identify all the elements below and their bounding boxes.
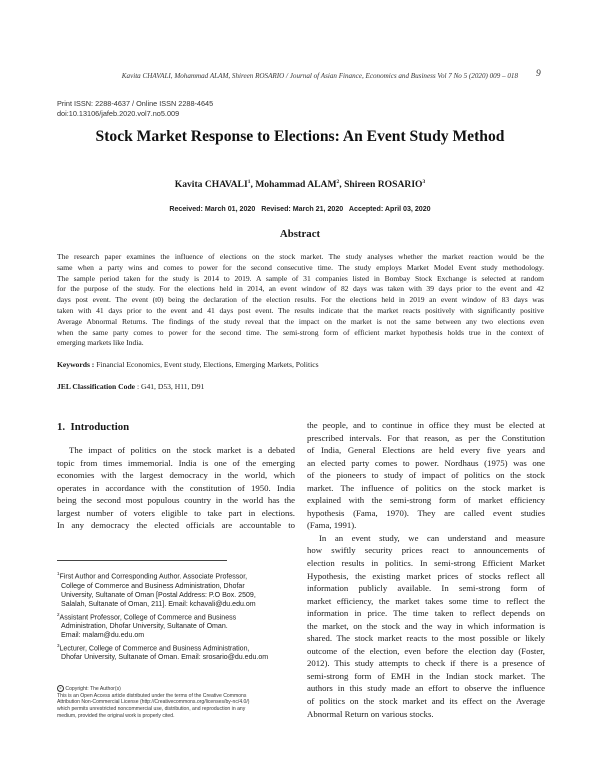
author-name: Mohammad ALAM [255, 179, 337, 191]
abstract-line: when the same party comes to power for the second time. The semi-strong form of efficient market hypothesis holds true in the context of [57, 327, 544, 337]
right-column-text [307, 419, 545, 720]
footnote-divider [57, 560, 227, 561]
body-line: of India, General Elections are held every five years and [307, 445, 545, 456]
body-line: In an event study, we can understand and measure [319, 532, 545, 543]
footnotes [57, 569, 297, 663]
keywords [57, 360, 319, 369]
author-affiliation-mark: 3 [422, 179, 426, 185]
footnote-line [57, 610, 297, 623]
jel-codes [57, 382, 204, 391]
footnote-line: University, Sultanate of Oman [Postal Address: P.O Box. 2509, [61, 591, 256, 599]
body-line: The impact of politics on the stock market is a debated [69, 445, 295, 455]
body-line: market. The influence of politics on the stock market is [307, 482, 545, 493]
footnote-mark: 2 [57, 611, 60, 617]
body-line: In any democracy the elected officials are accountable to [57, 520, 295, 531]
footnote-line: Dhofar University, Sultanate of Oman. Email: srosario@du.edu.om [61, 654, 269, 662]
body-line: shared. The stock market reacts to the most possible or likely [307, 633, 545, 644]
copyright-line: This is an Open Access article distributed under the terms of the Creative Commons [57, 692, 247, 699]
footnote-text: Assistant Professor, College of Commerce and Business [59, 613, 237, 621]
footnote-line: Salalah, Sultanate of Oman, 211]. Email: kchavali@du.edu.om [61, 601, 256, 609]
keywords-label: Keywords : [57, 360, 95, 369]
footnote-mark: 1 [57, 571, 60, 576]
author-affiliation-mark: 2 [336, 179, 340, 185]
abstract-line: taken with 41 days prior to the event and 41 days post event. The results indicate that the market reacts positively with significantly positive [57, 305, 544, 315]
body-line: outcome of the election, even before the election day (Foster, [307, 645, 545, 656]
cc-copyright-icon: c [57, 685, 64, 692]
body-line: of the pioneers to study of impact of politics on the stock [307, 470, 545, 481]
body-line: the people, and to continue in office they must be elected at [307, 420, 545, 430]
abstract-line: for the purpose of the study. For the elections held in 2014, an event window of 82 days was taken with 39 days prior to the event and 42 [57, 284, 544, 294]
body-line: economies with the largest democracy in the world, which [57, 470, 295, 481]
abstract-body [57, 252, 544, 349]
body-line: 2012). This study attempts to check if there is a presence of [307, 658, 545, 669]
page-number: 9 [536, 69, 541, 79]
abstract-line: days post event. The event (t0) being the declaration of the election results. For the elections held in 2019 an event window of 83 days was [57, 295, 544, 305]
issn-text: Print ISSN: 2288-4637 / Online ISSN 2288-4645 [57, 99, 214, 108]
abstract-line: The research paper examines the influence of elections on the stock market. The study analyses whether the market reaction would be the [57, 252, 544, 261]
body-line: semi-strong form of EMH in the Indian stock market. The [307, 670, 545, 681]
abstract-line: Average Abnormal Returns. The findings of the study reveal that the impact on the market is not the same between any two elections even [57, 316, 544, 326]
body-line: authors in this study made an effort to observe the influence [307, 683, 545, 694]
body-line: being the second most populous country in the world has the [57, 495, 295, 506]
body-line: prescribed intervals. For that reason, as per the Constitution [307, 432, 545, 443]
body-line: an elected party comes to power. Nordhaus (1975) was one [307, 457, 545, 468]
body-line: information in price. The time taken to reflect depends on [307, 608, 545, 619]
body-line: how swiftly security prices react to announcements of [307, 545, 545, 556]
author-name: Shireen ROSARIO [344, 179, 423, 191]
left-column-text [57, 444, 295, 532]
body-line: Hypothesis, the existing market prices of stocks reflect all [307, 570, 545, 581]
body-line: Abnormal Return on various stocks. [307, 708, 434, 719]
keywords-list: Financial Economics, Event study, Elections, Emerging Markets, Politics [94, 360, 319, 369]
abstract-line: same when a party wins and comes to power for the second consecutive time. The study employs Market Model Event study methodology. [57, 262, 544, 272]
copyright-notice [57, 685, 297, 720]
copyright-line: Attribution Non-Commercial License (http://Creativecommons.org/licenses/by-nc/4.0/) [57, 699, 250, 706]
abstract-line: The sample period taken for the study is 2014 to 2019. A sample of 31 companies listed in Bombay Stock Exchange is selected at random [57, 273, 544, 283]
abstract-line: emerging markets like India. [57, 338, 144, 348]
footnote-line: College of Commerce and Business Administration, Dhofar [61, 582, 245, 590]
running-head: Kavita CHAVALI, Mohammad ALAM, Shireen ROSARIO / Journal of Asian Finance, Economics and Business Vol 7 No 5 (2020) 009 – 018 [121, 72, 518, 80]
footnote-line: Email: malam@du.edu.om [61, 632, 145, 640]
abstract-heading: Abstract [279, 228, 321, 240]
footnote-line [57, 569, 297, 582]
body-line: of politics on the stock market and its effect on the Average [307, 696, 545, 707]
issn-block [57, 99, 213, 119]
body-line: operates in accordance with the constitution of 1950. India [57, 482, 295, 493]
submission-dates: Received: March 01, 2020 Revised: March 21, 2020 Accepted: April 03, 2020 [169, 205, 431, 213]
footnote-line [57, 641, 297, 654]
body-line: largest number of voters eligible to take part in elections. [57, 507, 295, 518]
body-line: information publicly available. In semi-strong form of [307, 583, 545, 594]
doi-text: doi:10.13106/jafeb.2020.vol7.no5.009 [57, 109, 180, 118]
footnote-line: Administration, Dhofar University, Sultanate of Oman. [61, 623, 228, 631]
author-affiliation-mark: 1 [247, 179, 251, 185]
body-line: (Fama, 1991). [307, 520, 357, 531]
author-separator: , [250, 179, 256, 191]
body-line: market efficiency, the market takes some time to reflect the [307, 595, 545, 606]
copyright-text: Copyright: The Author(s) [65, 685, 121, 692]
author-name: Kavita CHAVALI [174, 179, 248, 191]
copyright-line: medium, provided the original work is properly cited. [57, 713, 175, 720]
body-line: hypothesis (Fama, 1970). They are called event studies [307, 507, 545, 518]
footnote-text: Lecturer, College of Commerce and Business Administration, [59, 645, 250, 653]
body-line: explained with the semi-strong form of market efficiency [307, 495, 545, 506]
body-line: election results in politics. In semi-strong Efficient Market [307, 558, 545, 569]
section-heading-introduction: 1. Introduction [57, 421, 130, 433]
copyright-line: which permits unrestricted noncommercial use, distribution, and reproduction in any [57, 706, 246, 713]
jel-label: JEL Classification Code [57, 382, 136, 391]
footnote-mark: 3 [57, 642, 60, 648]
author-separator: , [339, 179, 345, 191]
copyright-line [57, 685, 297, 693]
body-line: the market, on the stock and the way in which information is [307, 620, 545, 631]
paper-title: Stock Market Response to Elections: An Event Study Method [95, 128, 505, 145]
jel-list: : G41, D53, H11, D91 [135, 382, 205, 391]
body-line: topic from times immemorial. India is one of the emerging [57, 457, 295, 468]
footnote-text: First Author and Corresponding Author. Associate Professor, [59, 573, 248, 581]
author-list [0, 179, 600, 190]
